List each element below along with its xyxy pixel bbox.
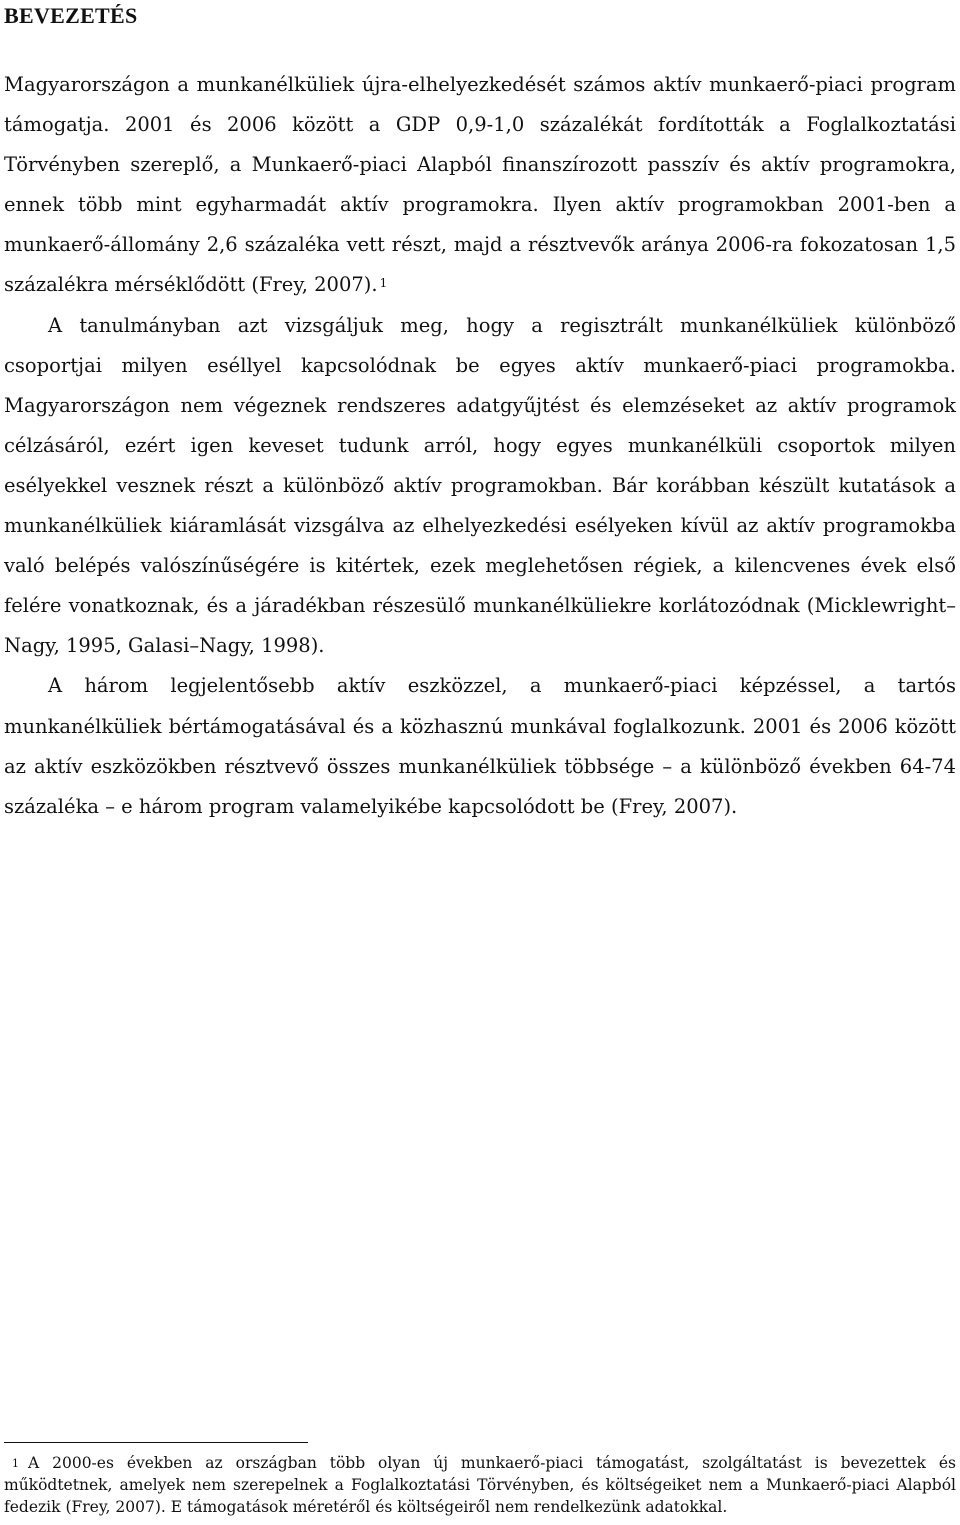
footnote-reference[interactable]: 1 (379, 276, 388, 291)
footnote-text: A 2000-es években az országban több olyan új munkaerő-piaci támogatást, szolgáltatást is bevezettek és működtetnek, amelyek nem szerepelnek a Foglalkoztatási Törvényben, és költségeiket nem a Munkaerő-piaci Alapból fedezik (Frey, 2007). E támogatások méretéről és költségeiről nem rendelkezünk adatokkal. (4, 1454, 956, 1516)
section-heading: BEVEZETÉS (4, 3, 138, 28)
document-page (4, 0, 956, 827)
paragraph-intro (4, 65, 956, 306)
paragraph-study-aim: A tanulmányban azt vizsgáljuk meg, hogy a regisztrált munkanélküliek különböző csoportjai milyen eséllyel kapcsolódnak be egyes aktív munkaerő-piaci programokba. Magyarországon nem végeznek rendszeres adatgyűjtést és elemzéseket az aktív programok célzásáról, ezért igen keveset tudunk arról, hogy egyes munkanélküli csoportok milyen esélyekkel vesznek részt a különböző aktív programokban. Bár korábban készült kutatások a munkanélküliek kiáramlását vizsgálva az elhelyezkedési esélyeken kívül az aktív programokba való belépés valószínűségére is kitértek, ezek meglehetősen régiek, a kilencvenes évek első felére vonatkoznak, és a járadékban részesülő munkanélküliekre korlátozódnak (Micklewright–Nagy, 1995, Galasi–Nagy, 1998). (4, 313, 956, 658)
paragraph-intro-text: Magyarországon a munkanélküliek újra-elhelyezkedését számos aktív munkaerő-piaci program támogatja. 2001 és 2006 között a GDP 0,9-1,0 százalékát fordították a Foglalkoztatási Törvényben szereplő, a Munkaerő-piaci Alapból finanszírozott passzív és aktív programokra, ennek több mint egyharmadát aktív programokra. Ilyen aktív programokban 2001-ben a munkaerő-állomány 2,6 százaléka vett részt, majd a résztvevők aránya 2006-ra fokozatosan 1,5 százalékra mérséklődött (Frey, 2007). (4, 73, 956, 297)
paragraph-three-tools: A három legjelentősebb aktív eszközzel, a munkaerő-piaci képzéssel, a tartós munkanélküliek bértámogatásával és a közhasznú munkával foglalkozunk. 2001 és 2006 között az aktív eszközökben résztvevő összes munkanélküliek többsége – a különböző években 64-74 százaléka – e három program valamelyikébe kapcsolódott be (Frey, 2007). (4, 674, 956, 818)
footnote (4, 1452, 956, 1518)
footnote-divider (4, 1442, 308, 1443)
footnote-marker: 1 (12, 1457, 19, 1470)
